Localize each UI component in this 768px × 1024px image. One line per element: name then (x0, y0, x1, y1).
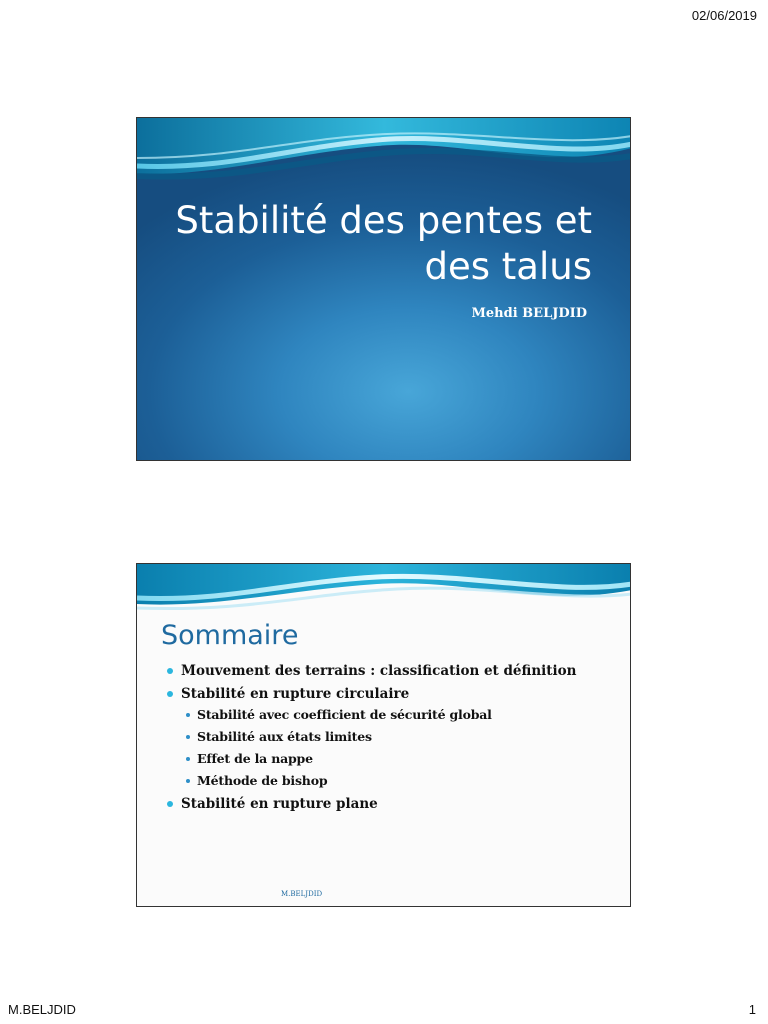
summary-subitem: Stabilité aux états limites (183, 728, 625, 746)
header-wave-decoration (137, 564, 631, 624)
slide-footer: M.BELJDID (281, 890, 323, 898)
summary-item (165, 795, 625, 813)
page-date: 02/06/2019 (691, 8, 757, 23)
slide-summary (136, 563, 631, 907)
page-number: 1 (748, 1002, 756, 1017)
summary-item (165, 685, 625, 790)
summary-sublist (183, 706, 625, 790)
summary-list (165, 662, 625, 818)
slide-summary-heading: Sommaire (161, 620, 299, 651)
header-wave-decoration (137, 118, 631, 198)
page-footer-author: M.BELJDID (8, 1002, 76, 1017)
summary-item (165, 662, 625, 680)
summary-subitem: Stabilité avec coefficient de sécurité global (183, 706, 625, 724)
slide-author: Mehdi BELJDID (471, 306, 587, 321)
summary-item-label: Mouvement des terrains : classification et définition (181, 663, 577, 679)
summary-subitem: Effet de la nappe (183, 750, 625, 768)
slide-title (136, 117, 631, 461)
summary-subitem: Méthode de bishop (183, 772, 625, 790)
slide-title-heading: Stabilité des pentes et des talus (175, 199, 592, 288)
summary-item-label: Stabilité en rupture plane (181, 796, 378, 812)
summary-item-label: Stabilité en rupture circulaire (181, 686, 410, 702)
